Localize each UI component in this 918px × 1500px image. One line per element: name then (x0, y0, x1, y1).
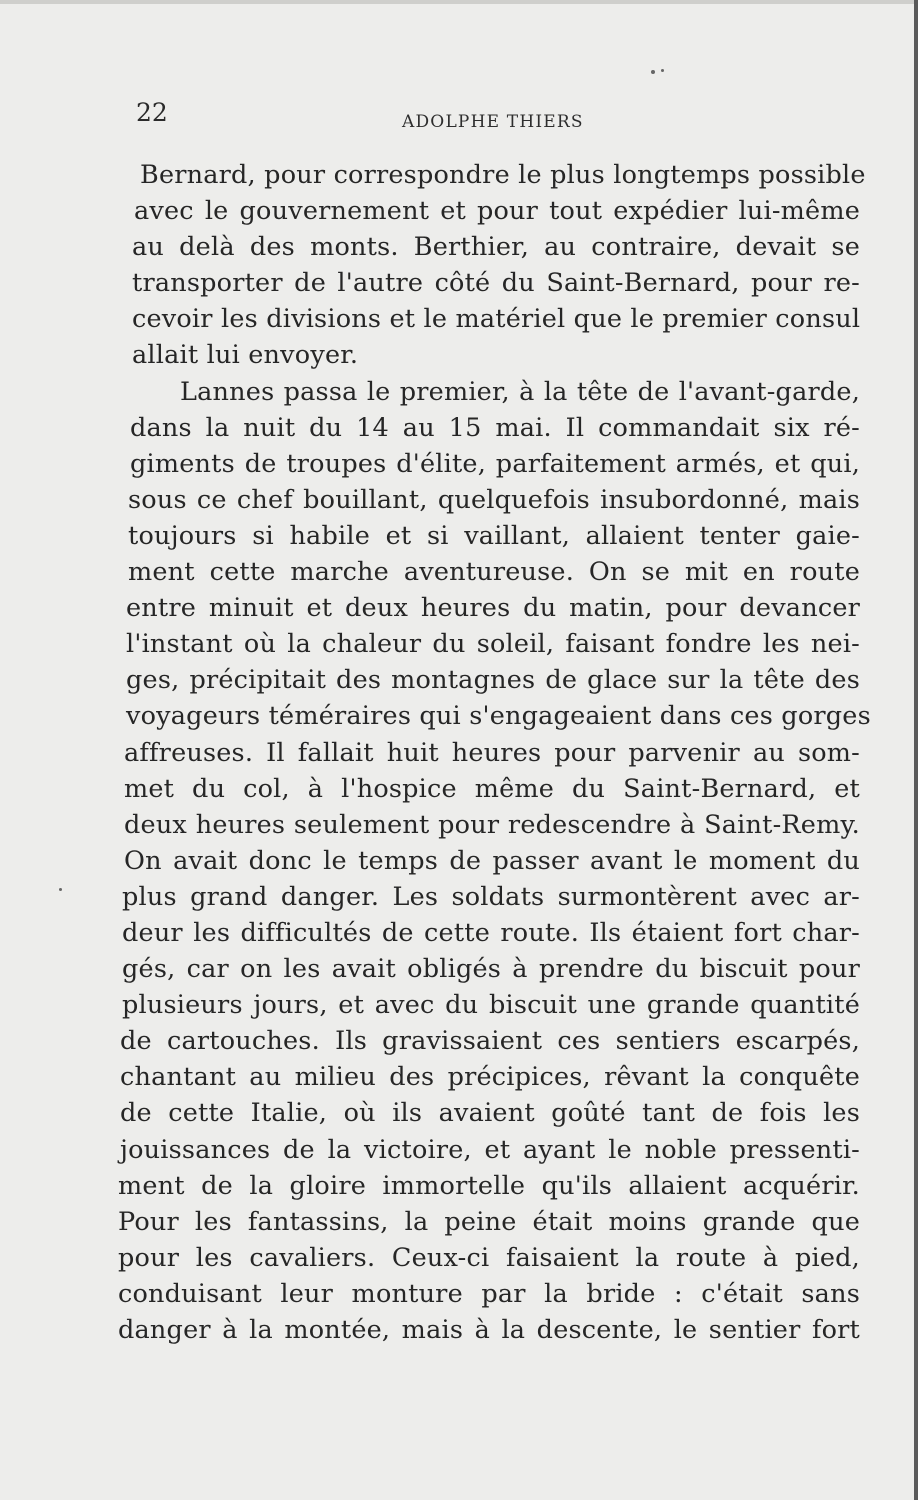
text-line: On avait donc le temps de passer avant le moment du (124, 845, 860, 876)
text-line: l'instant où la chaleur du soleil, faisant fondre les nei- (126, 629, 860, 660)
text-line: danger à la montée, mais à la descente, le sentier fort (118, 1315, 860, 1345)
text-line: plusieurs jours, et avec du biscuit une grande quantité (122, 990, 860, 1021)
ink-speck (651, 70, 655, 74)
text-line: de cartouches. Ils gravissaient ces sentiers escarpés, (120, 1026, 860, 1057)
page-binding-edge (914, 0, 918, 1500)
text-line: affreuses. Il fallait huit heures pour parvenir au som- (124, 737, 860, 768)
text-line: Lannes passa le premier, à la tête de l'avant-garde, (180, 376, 860, 407)
text-line: allait lui envoyer. (132, 340, 359, 371)
text-line: giments de troupes d'élite, parfaitement armés, et qui, (130, 448, 860, 479)
page-number: 22 (136, 98, 168, 127)
text-line: Pour les fantassins, la peine était moins grande que (118, 1206, 860, 1237)
text-line: entre minuit et deux heures du matin, pour devancer (126, 593, 860, 624)
text-line: gés, car on les avait obligés à prendre du biscuit pour (122, 954, 860, 985)
running-head: ADOLPHE THIERS (402, 112, 584, 132)
text-line: avec le gouvernement et pour tout expédier lui-même (134, 196, 860, 227)
text-line: chantant au milieu des précipices, rêvant la conquête (120, 1062, 860, 1093)
text-line: ment cette marche aventureuse. On se mit en route (128, 557, 860, 588)
ink-speck (59, 888, 62, 891)
page-top-edge (0, 0, 918, 4)
text-line: toujours si habile et si vaillant, allaient tenter gaie- (128, 520, 860, 551)
text-line: cevoir les divisions et le matériel que le premier consul (132, 304, 861, 335)
text-line: Bernard, pour correspondre le plus longtemps possible (140, 160, 866, 190)
text-line: dans la nuit du 14 au 15 mai. Il commandait six ré- (130, 412, 860, 443)
text-line: jouissances de la victoire, et ayant le noble pressenti- (120, 1134, 860, 1165)
text-line: sous ce chef bouillant, quelquefois insubordonné, mais (128, 484, 860, 515)
text-line: pour les cavaliers. Ceux-ci faisaient la route à pied, (118, 1242, 860, 1273)
text-line: au delà des monts. Berthier, au contraire, devait se (132, 232, 860, 263)
text-line: deux heures seulement pour redescendre à Saint-Remy. (124, 809, 860, 840)
text-line: transporter de l'autre côté du Saint-Bernard, pour re- (132, 268, 860, 299)
text-line: voyageurs téméraires qui s'engageaient dans ces gorges (126, 701, 871, 732)
text-line: plus grand danger. Les soldats surmontèrent avec ar- (122, 881, 860, 912)
text-line: deur les difficultés de cette route. Ils étaient fort char- (122, 917, 860, 948)
body-text (118, 157, 871, 1348)
text-line: ment de la gloire immortelle qu'ils allaient acquérir. (118, 1170, 860, 1201)
text-line: ges, précipitait des montagnes de glace sur la tête des (126, 665, 860, 696)
text-line: conduisant leur monture par la bride : c'était sans (118, 1278, 860, 1309)
ink-speck (661, 69, 664, 72)
text-line: de cette Italie, où ils avaient goûté tant de fois les (120, 1098, 860, 1129)
text-line: met du col, à l'hospice même du Saint-Bernard, et (124, 773, 860, 804)
